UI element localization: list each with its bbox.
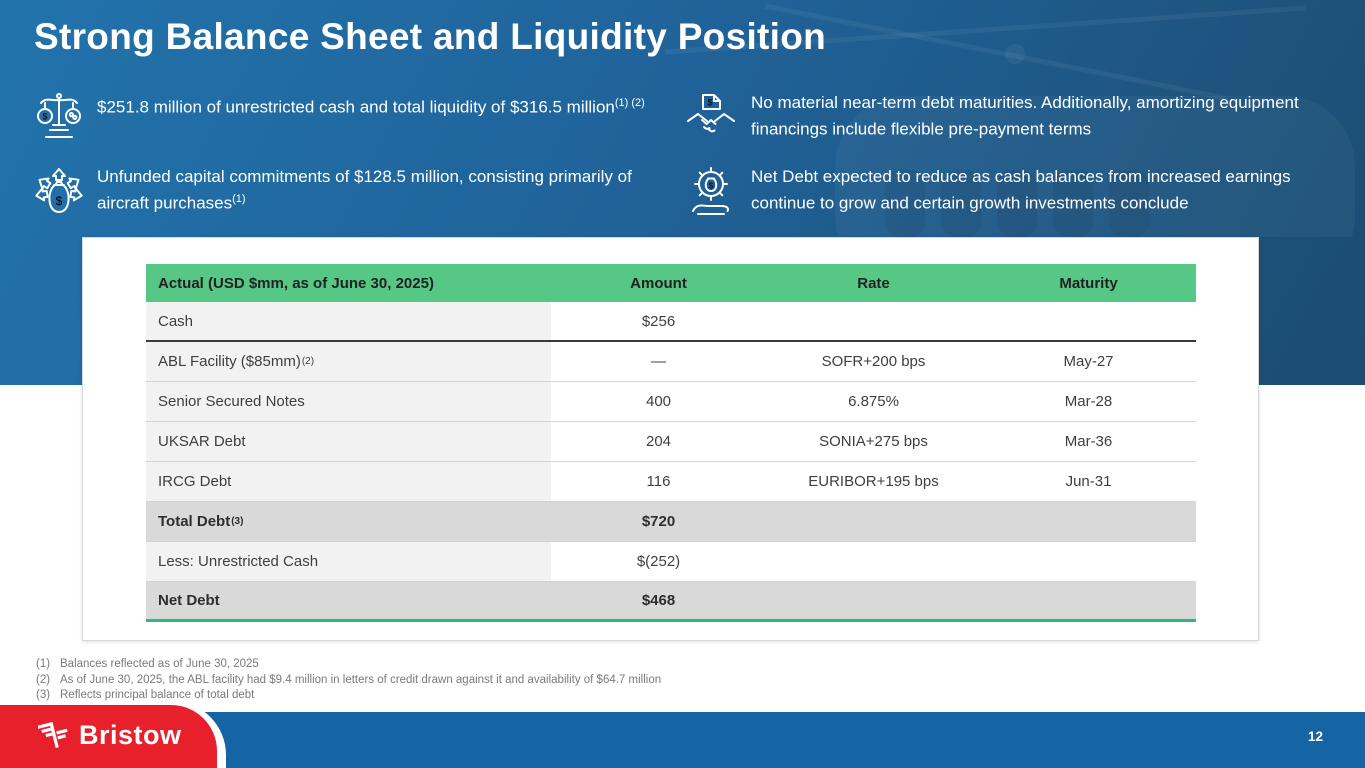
bullet-text: Net Debt expected to reduce as cash balances from increased earnings continue to grow and certain growth investments conclude (751, 167, 1291, 213)
row-maturity-cell: Mar-36 (1064, 433, 1113, 450)
row-label-cell (146, 582, 551, 619)
footnote-text: As of June 30, 2025, the ABL facility had $9.4 million in letters of credit drawn against it and availability of $64.7 million (60, 673, 662, 686)
bullet-text: No material near-term debt maturities. Additionally, amortizing equipment financings include flexible pre-payment terms (751, 93, 1299, 139)
row-label-cell (146, 302, 551, 340)
bullet-text: $251.8 million of unrestricted cash and total liquidity of $316.5 million (97, 97, 615, 117)
footnote (36, 673, 661, 689)
money-bag-arrows-icon (33, 164, 85, 220)
svg-text:$: $ (42, 111, 48, 122)
footnote-number: (1) (36, 658, 51, 670)
table-row (146, 302, 1196, 342)
balance-sheet-card (82, 237, 1259, 641)
row-maturity-cell: Mar-28 (1064, 393, 1113, 410)
row-amount-cell: $720 (641, 513, 676, 530)
debt-table (146, 264, 1196, 622)
footnotes (36, 657, 661, 704)
row-label-text: Total Debt (158, 513, 231, 530)
table-header-row (146, 264, 1196, 302)
row-maturity-cell: Jun-31 (1065, 473, 1112, 490)
handshake-dollar-icon (685, 90, 737, 146)
row-label-text: Senior Secured Notes (158, 393, 305, 410)
bullet-debt-maturities (707, 92, 1339, 141)
page-number: 12 (1307, 729, 1323, 744)
brand-name: Bristow (79, 719, 182, 750)
row-label-cell (146, 542, 551, 581)
row-label-cell (146, 462, 551, 501)
row-rate-cell: SOFR+200 bps (821, 353, 926, 370)
row-label-text: Less: Unrestricted Cash (158, 553, 319, 570)
row-amount-cell: $256 (641, 312, 676, 330)
bullet-text: Unfunded capital commitments of $128.5 million, consisting primarily of aircraft purchases (97, 167, 632, 213)
row-amount-cell: $(252) (636, 553, 681, 570)
page-title: Strong Balance Sheet and Liquidity Position (34, 16, 827, 57)
row-rate-cell: 6.875% (848, 393, 899, 410)
row-maturity-cell (981, 302, 1196, 340)
header-actual: Actual (USD $mm, as of June 30, 2025) (158, 274, 434, 292)
row-label-text: UKSAR Debt (158, 433, 246, 450)
footnote-number: (2) (36, 673, 51, 686)
bullet-net-debt (708, 166, 1339, 215)
row-amount-cell: $468 (641, 592, 676, 609)
header-rate: Rate (857, 274, 890, 292)
row-label-text: IRCG Debt (158, 473, 232, 490)
row-label-text: Net Debt (158, 592, 220, 609)
row-maturity-cell (981, 582, 1196, 619)
row-amount-cell: 204 (645, 433, 672, 450)
svg-text:$: $ (708, 180, 714, 191)
gear-dollar-hand-icon (685, 164, 737, 220)
table-row (146, 342, 1196, 382)
footnote (36, 657, 661, 673)
row-label-cell (146, 422, 551, 461)
table-body (146, 302, 1196, 622)
footnote-text: Balances reflected as of June 30, 2025 (60, 658, 259, 670)
row-label-cell: Total Debt (3) (158, 513, 244, 530)
bullet-footnote-ref: (1) (2) (614, 97, 645, 109)
table-row (146, 462, 1196, 502)
row-maturity-cell (981, 542, 1196, 581)
table-row (146, 502, 1196, 542)
row-label-text: Cash (158, 312, 194, 330)
row-label-text: ABL Facility ($85mm) (158, 353, 301, 370)
row-rate-cell (766, 302, 981, 340)
svg-text:$: $ (55, 194, 63, 208)
row-label-cell: ABL Facility ($85mm) (2) (146, 342, 551, 381)
svg-text:$: $ (707, 97, 713, 108)
table-row (146, 422, 1196, 462)
row-amount-cell: 400 (645, 393, 672, 410)
header-maturity: Maturity (1059, 274, 1118, 292)
footnote-text: Reflects principal balance of total debt (60, 689, 255, 701)
row-maturity-cell: May-27 (1063, 353, 1114, 370)
bullet-liquidity (42, 92, 649, 122)
balance-scale-icon (33, 90, 85, 146)
brand-logo (38, 718, 182, 752)
row-rate-cell: SONIA+275 bps (819, 433, 928, 450)
row-rate-cell (766, 582, 981, 619)
row-maturity-cell (981, 502, 1196, 541)
header-amount: Amount (630, 274, 687, 292)
row-amount-cell: — (651, 353, 666, 370)
table-row (146, 582, 1196, 622)
row-amount-cell: 116 (646, 473, 671, 490)
bullet-footnote-ref: (1) (232, 193, 246, 205)
row-rate-cell (766, 542, 981, 581)
row-rate-cell (766, 502, 981, 541)
row-rate-cell: EURIBOR+195 bps (808, 473, 939, 490)
table-row (146, 382, 1196, 422)
table-row (146, 542, 1196, 582)
row-label-cell (146, 382, 551, 421)
bullet-capital-commitments (55, 166, 649, 215)
bristow-rotor-icon (38, 718, 70, 752)
footnote-number: (3) (36, 689, 51, 701)
